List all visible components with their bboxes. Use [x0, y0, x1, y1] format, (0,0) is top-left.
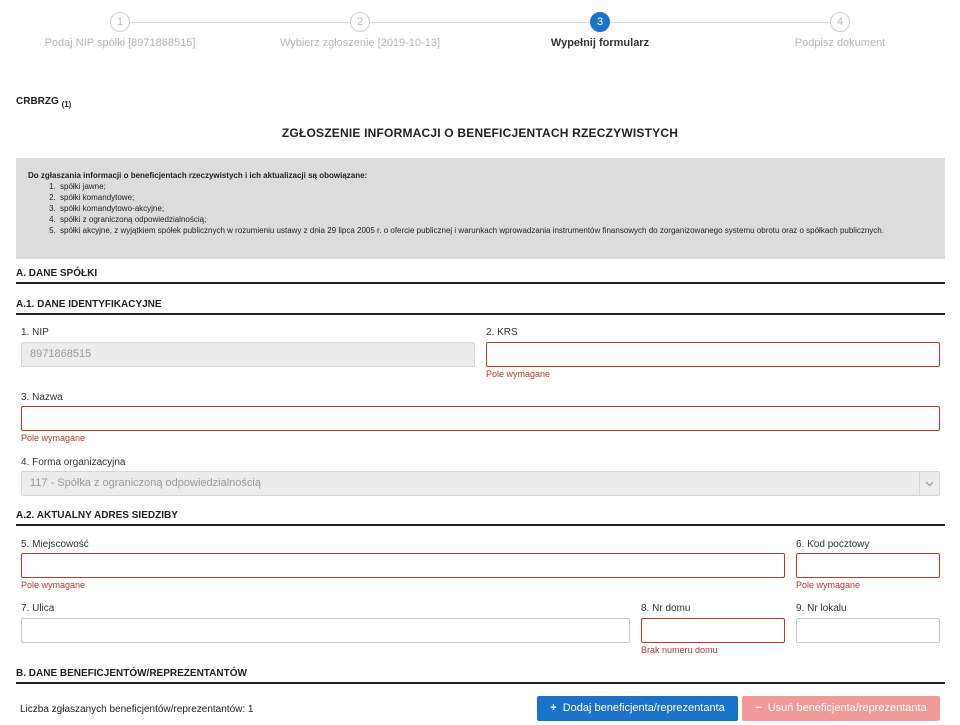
forma-selected-value: 117 - Spółka z ograniczoną odpowiedzialnością	[30, 477, 261, 489]
nr-lokalu-label: 9. Nr lokalu	[796, 603, 847, 614]
step-number: 3	[590, 12, 610, 32]
list-item: 1. spółki jawne;	[58, 181, 933, 192]
nr-domu-field[interactable]	[641, 618, 785, 643]
kod-field[interactable]	[796, 553, 940, 578]
list-item: 4. spółki z ograniczoną odpowiedzialnością;	[58, 214, 933, 225]
list-item: 2. spółki komandytowe;	[58, 192, 933, 203]
krs-error: Pole wymagane	[486, 369, 551, 379]
section-a-header: A. DANE SPÓŁKI	[16, 268, 945, 284]
nazwa-field[interactable]	[21, 406, 940, 431]
step-number: 2	[350, 12, 370, 32]
miejscowosc-field[interactable]	[21, 553, 785, 578]
ulica-field[interactable]	[21, 618, 630, 643]
minus-icon: −	[755, 702, 762, 714]
progress-stepper	[0, 0, 960, 60]
forma-select	[21, 471, 940, 496]
step-label: Wybierz zgłoszenie [2019-10-13]	[279, 37, 441, 49]
step-number: 4	[830, 12, 850, 32]
info-lead: Do zgłaszania informacji o beneficjentach rzeczywistych i ich aktualizacji są obowiązane:	[28, 171, 368, 180]
nazwa-label: 3. Nazwa	[21, 392, 63, 403]
page-title: ZGŁOSZENIE INFORMACJI O BENEFICJENTACH RZECZYWISTYCH	[281, 126, 679, 140]
nr-lokalu-field[interactable]	[796, 618, 940, 643]
section-a2-header: A.2. AKTUALNY ADRES SIEDZIBY	[16, 510, 945, 526]
forma-label: 4. Forma organizacyjna	[21, 457, 126, 468]
document-code-text: CRBRZG	[16, 96, 59, 107]
step-2[interactable]	[240, 12, 480, 49]
info-box	[16, 158, 945, 259]
nr-domu-label: 8. Nr domu	[641, 603, 691, 614]
remove-beneficiary-label: Usuń beneficjenta/reprezentanta	[767, 702, 927, 714]
step-label: Podpisz dokument	[794, 37, 886, 49]
document-code-version: (1)	[61, 100, 72, 109]
plus-icon: +	[550, 702, 557, 714]
document-code	[16, 96, 71, 109]
krs-label: 2. KRS	[486, 327, 518, 338]
ulica-label: 7. Ulica	[21, 603, 55, 614]
beneficiary-count: Liczba zgłaszanych beneficjentów/reprezentantów: 1	[20, 704, 254, 715]
nip-field: 8971868515	[21, 342, 475, 367]
info-list	[58, 181, 933, 236]
list-item: 5. spółki akcyjne, z wyjątkiem spółek publicznych w rozumieniu ustawy z dnia 29 lipca 2005 r. o ofercie publicznej i warunkach wprowadzania instrumentów finansowych do zorganizowanego systemu obrotu oraz o spółkach publicznych.	[58, 225, 933, 236]
krs-field[interactable]	[486, 342, 940, 367]
step-3	[480, 12, 720, 49]
section-a1-header: A.1. DANE IDENTYFIKACYJNE	[16, 299, 945, 315]
nr-domu-error: Brak numeru domu	[641, 645, 718, 655]
add-beneficiary-button[interactable]	[537, 696, 738, 721]
miejscowosc-label: 5. Miejscowość	[21, 539, 89, 550]
kod-error: Pole wymagane	[796, 580, 861, 590]
step-1[interactable]	[0, 12, 240, 49]
nip-label: 1. NIP	[21, 327, 49, 338]
kod-label: 6. Kod pocztowy	[796, 539, 870, 550]
step-4	[720, 12, 960, 49]
section-b-header: B. DANE BENEFICJENTÓW/REPREZENTANTÓW	[16, 668, 945, 684]
add-beneficiary-label: Dodaj beneficjenta/reprezentanta	[562, 702, 725, 714]
nazwa-error: Pole wymagane	[21, 433, 86, 443]
step-label: Podaj NIP spółki [8971868515]	[44, 37, 196, 49]
remove-beneficiary-button[interactable]	[742, 696, 940, 721]
step-number: 1	[110, 12, 130, 32]
step-label: Wypełnij formularz	[550, 37, 650, 49]
chevron-down-icon	[919, 472, 939, 495]
list-item: 3. spółki komandytowo-akcyjne;	[58, 203, 933, 214]
miejscowosc-error: Pole wymagane	[21, 580, 86, 590]
